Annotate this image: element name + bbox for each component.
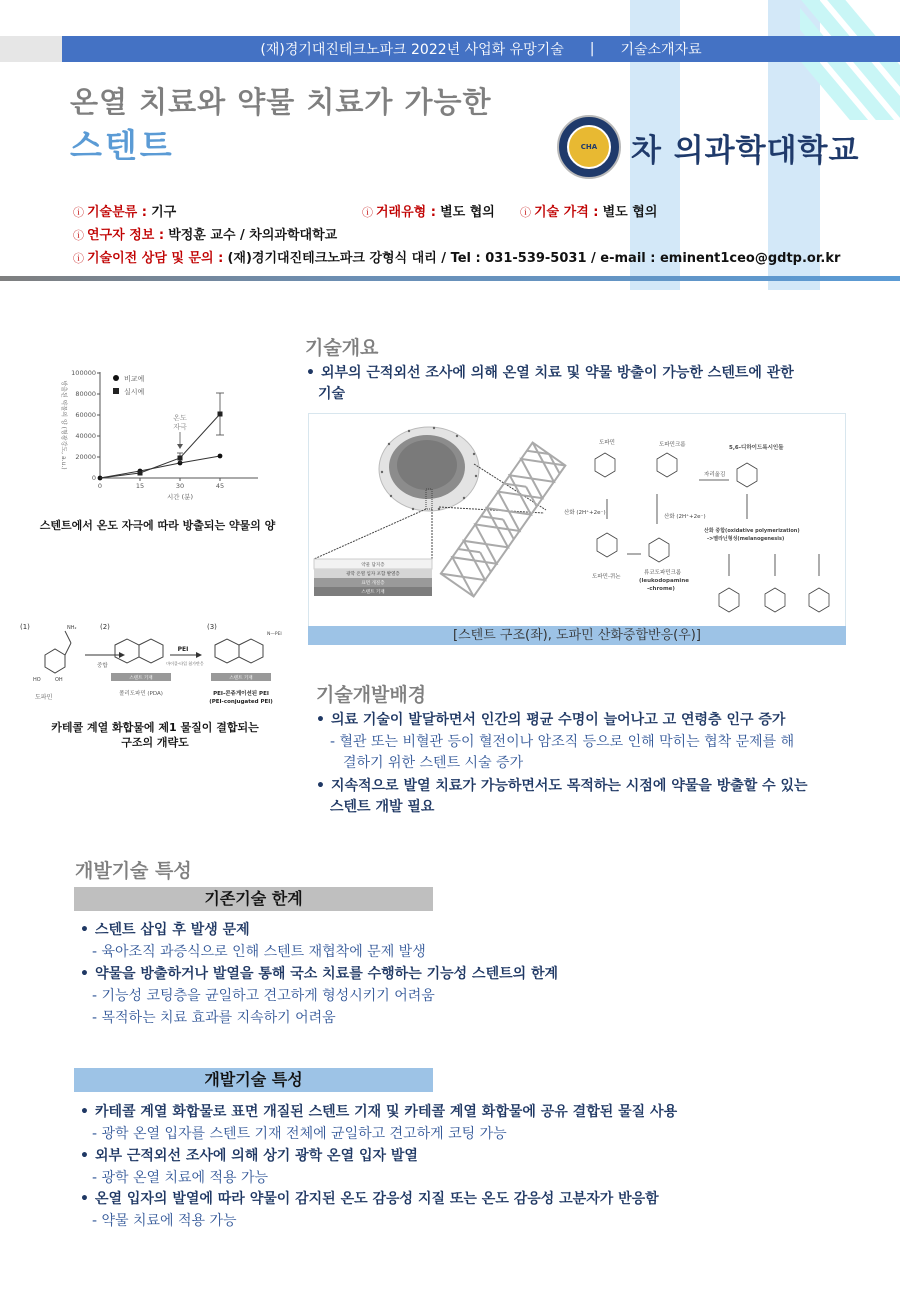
svg-text:광학 온열 입자 포함 발열층: 광학 온열 입자 포함 발열층	[346, 572, 400, 577]
svg-text:HO: HO	[33, 677, 41, 683]
svg-text:0: 0	[91, 474, 96, 482]
info-row-price: ⓘ 기술 가격 : 별도 협의	[520, 205, 658, 220]
header-org-line: (재)경기대진테크노파크 2022년 사업화 유망기술	[260, 42, 564, 58]
page-title-line1: 온열 치료와 약물 치료가 가능한	[70, 85, 492, 119]
university-name: 차 의과학대학교	[631, 132, 860, 169]
info-row-category: ⓘ 기술분류 : 기구	[73, 205, 177, 220]
svg-text:산화 중합(oxidative polymerization: 산화 중합(oxidative polymerization)	[704, 528, 800, 534]
svg-text:스텐트 기재: 스텐트 기재	[229, 676, 253, 681]
svg-text:시간 (분): 시간 (분)	[167, 493, 193, 501]
feature-sub-2: - 광학 온열 치료에 적용 가능	[92, 1170, 269, 1186]
catechol-structure-diagram	[15, 615, 295, 715]
svg-text:약물 담지층: 약물 담지층	[361, 563, 385, 568]
info-icon: ⓘ	[362, 206, 373, 219]
svg-text:0: 0	[97, 482, 103, 490]
feature-sub-1: - 광학 온열 입자를 스텐트 기재 전체에 균일하고 견고하게 코팅 가능	[92, 1126, 507, 1142]
university-seal-icon: CHA	[557, 115, 621, 179]
limit-sub-2: - 기능성 코팅층을 균일하고 견고하게 형성시키기 어려움	[92, 988, 435, 1004]
svg-text:NH₂: NH₂	[67, 625, 77, 631]
svg-text:20000: 20000	[75, 453, 96, 461]
university-logo	[557, 115, 859, 179]
limits-band: 기존기술 한계	[74, 887, 433, 911]
svg-text:온도: 온도	[173, 414, 187, 422]
svg-text:산화 (2H⁺+2e⁻): 산화 (2H⁺+2e⁻)	[664, 514, 706, 520]
features-band: 개발기술 특성	[74, 1068, 433, 1092]
header-separator: |	[589, 41, 595, 57]
svg-text:도파민-퀴논: 도파민-퀴논	[592, 574, 621, 580]
svg-text:80000: 80000	[75, 390, 96, 398]
header-divider	[0, 276, 900, 281]
svg-text:(3): (3)	[207, 623, 217, 631]
svg-text:스텐트 기재: 스텐트 기재	[361, 590, 385, 595]
svg-text:산화 (2H⁺+2e⁻): 산화 (2H⁺+2e⁻)	[564, 510, 606, 516]
svg-text:(PEI-conjugated PEI): (PEI-conjugated PEI)	[209, 699, 273, 705]
limit-bullet-1: • 스텐트 삽입 후 발생 문제	[80, 922, 250, 938]
svg-text:폴리도파민 (PDA): 폴리도파민 (PDA)	[119, 691, 163, 697]
contact-details[interactable]: (재)경기대진테크노파크 강형식 대리 / Tel : 031-539-5031 / e-mail : eminent1ceo@gdtp.or.kr	[227, 251, 841, 266]
chart-caption: 스텐트에서 온도 자극에 따라 방출되는 약물의 양	[39, 519, 276, 532]
overview-bullet: • 외부의 근적외선 조사에 의해 온열 치료 및 약물 방출이 가능한 스텐트에 관한 기술	[306, 365, 794, 402]
svg-text:30: 30	[175, 482, 185, 490]
svg-text:15: 15	[135, 482, 145, 490]
svg-text:5,6-디하이드록시인돌: 5,6-디하이드록시인돌	[729, 445, 784, 451]
background-bullet-2: • 지속적으로 발열 치료가 가능하면서도 목적하는 시점에 약물을 방출할 수 있는 스텐트 개발 필요	[316, 778, 808, 815]
feature-bullet-1: • 카테콜 계열 화합물로 표면 개질된 스텐트 기재 및 카테콜 계열 화합물에 공유 결합된 물질 사용	[80, 1104, 678, 1120]
svg-text:PEI-콘쥬게이션된 PEI: PEI-콘쥬게이션된 PEI	[213, 691, 269, 697]
feature-bullet-3: • 온열 입자의 발열에 따라 약물이 감지된 온도 감응성 지질 또는 온도 감응성 고분자가 반응함	[80, 1191, 659, 1207]
info-row-deal: ⓘ 거래유형 : 별도 협의	[362, 205, 495, 220]
svg-text:(2): (2)	[100, 623, 110, 631]
header-accent	[0, 36, 62, 62]
svg-text:스텐트 기재: 스텐트 기재	[129, 676, 153, 681]
info-row-researcher: ⓘ 연구자 정보 : 박정훈 교수 / 차의과학대학교	[73, 228, 338, 243]
info-icon: ⓘ	[73, 252, 84, 265]
svg-text:->멜라닌형성(melanogenesis): ->멜라닌형성(melanogenesis)	[707, 536, 785, 542]
svg-text:표면 개질층: 표면 개질층	[361, 581, 385, 586]
svg-text:도파민: 도파민	[599, 440, 615, 446]
limit-sub-3: - 목적하는 치료 효과를 지속하기 어려움	[92, 1010, 336, 1026]
drug-release-chart	[40, 360, 290, 510]
svg-text:류코도파민크롬: 류코도파민크롬	[644, 570, 682, 576]
info-icon: ⓘ	[520, 206, 531, 219]
feature-sub-3: - 약물 치료에 적용 가능	[92, 1213, 237, 1229]
section-heading-overview: 기술개요	[305, 337, 379, 359]
svg-text:중합: 중합	[97, 663, 108, 669]
svg-text:실시예: 실시예	[124, 388, 145, 396]
chem-diagram-caption: 카테콜 계열 화합물에 제1 물질이 결합되는 구조의 개략도	[51, 721, 259, 749]
background-sub-1: - 혈관 또는 비혈관 등이 혈전이나 암조직 등으로 인해 막히는 협착 문제를 해 결하기 위한 스텐트 시술 증가	[330, 734, 795, 771]
svg-text:100000: 100000	[71, 369, 96, 377]
svg-text:40000: 40000	[75, 432, 96, 440]
limit-sub-1: - 육아조직 과증식으로 인해 스텐트 재협착에 문제 발생	[92, 944, 426, 960]
svg-text:(leukodopamine: (leukodopamine	[639, 578, 689, 584]
background-bullet-1: • 의료 기술이 발달하면서 인간의 평균 수명이 늘어나고 고 연령층 인구 증가	[316, 712, 786, 728]
info-icon: ⓘ	[73, 206, 84, 219]
svg-text:60000: 60000	[75, 411, 96, 419]
info-row-contact: ⓘ 기술이전 상담 및 문의 : (재)경기대진테크노파크 강형식 대리 / Tel : 031-539-5031 / e-mail : eminent1ceo@gdtp.or.kr	[73, 251, 841, 266]
page-title-line2: 스텐트	[70, 126, 175, 165]
figure-caption: [스텐트 구조(좌), 도파민 산화중합반응(우)]	[308, 626, 846, 645]
svg-text:자리옮김: 자리옮김	[704, 472, 726, 478]
svg-text:자극: 자극	[173, 423, 187, 431]
limit-bullet-2: • 약물을 방출하거나 발열을 통해 국소 치료를 수행하는 기능성 스텐트의 한계	[80, 966, 559, 982]
header-doc-type: 기술소개자료	[620, 42, 702, 58]
svg-text:45: 45	[215, 482, 225, 490]
svg-text:(1): (1)	[20, 623, 30, 631]
svg-text:OH: OH	[55, 677, 63, 683]
svg-text:-chrome): -chrome)	[647, 586, 675, 592]
svg-text:비교예: 비교예	[124, 375, 145, 383]
svg-text:PEI: PEI	[177, 646, 189, 653]
info-icon: ⓘ	[73, 229, 84, 242]
svg-text:도파민크롬: 도파민크롬	[659, 442, 686, 448]
stent-structure-figure	[308, 413, 846, 645]
svg-text:방출된 약물의 양 (형광강도, a.u.): 방출된 약물의 양 (형광강도, a.u.)	[60, 380, 67, 470]
svg-text:마이클-타입 첨가반응: 마이클-타입 첨가반응	[166, 661, 204, 666]
feature-bullet-2: • 외부 근적외선 조사에 의해 상기 광학 온열 입자 발열	[80, 1148, 418, 1164]
svg-text:N—PEI: N—PEI	[267, 632, 282, 637]
section-heading-background: 기술개발배경	[316, 684, 427, 706]
svg-text:도파민: 도파민	[35, 694, 53, 701]
header-band	[62, 36, 900, 62]
section-heading-features: 개발기술 특성	[75, 860, 192, 882]
